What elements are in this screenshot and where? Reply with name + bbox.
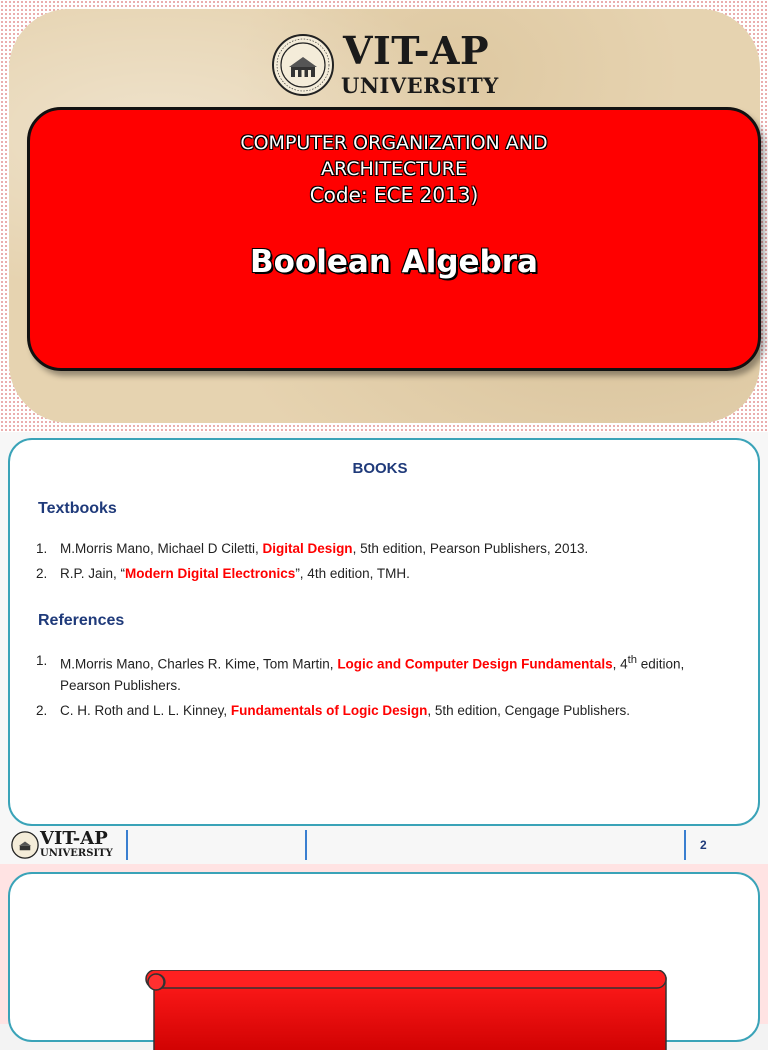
university-logo [271, 28, 521, 101]
parchment-background [9, 9, 760, 423]
books-card [8, 438, 760, 826]
course-title-line2: ARCHITECTURE [320, 158, 467, 180]
book-details: , 4 [612, 656, 628, 672]
next-slide-card [8, 872, 760, 1042]
slide-footer [0, 830, 768, 862]
books-slide [0, 432, 768, 864]
book-authors: M.Morris Mano, Michael D Ciletti, [60, 541, 263, 556]
book-title: Modern Digital Electronics [125, 566, 296, 581]
book-publisher: Pearson Publishers. [60, 677, 181, 693]
university-seal-icon [271, 33, 335, 97]
superscript: th [627, 654, 637, 666]
page-number: 2 [700, 838, 707, 852]
footer-logo-subtitle: UNIVERSITY [40, 848, 113, 859]
footer-divider [126, 830, 128, 860]
book-title: Fundamentals of Logic Design [230, 702, 428, 718]
scroll-banner-graphic [142, 970, 672, 1050]
course-title-line1: COMPUTER ORGANIZATION AND [240, 132, 548, 154]
textbooks-heading: Textbooks [38, 500, 117, 517]
book-authors: R.P. Jain, “ [60, 566, 126, 581]
course-title [30, 130, 758, 208]
list-item [36, 563, 736, 584]
list-item [36, 700, 736, 721]
textbooks-list [36, 538, 736, 588]
list-number: 1. [36, 653, 48, 668]
footer-divider [684, 830, 686, 860]
footer-logo-name: VIT-AP [40, 828, 108, 849]
book-authors: M.Morris Mano, Charles R. Kime, Tom Martin, [60, 656, 338, 672]
book-title: Digital Design [262, 541, 353, 556]
list-number: 1. [36, 541, 48, 556]
list-item [36, 650, 736, 696]
footer-divider [305, 830, 307, 860]
logo-subtitle: UNIVERSITY [341, 73, 499, 98]
university-seal-icon [11, 831, 39, 859]
title-banner [27, 107, 761, 371]
book-details: ”, 4th edition, TMH. [295, 566, 410, 581]
books-heading: BOOKS [352, 460, 408, 477]
title-slide [0, 0, 768, 432]
topic-title: Boolean Algebra [250, 244, 538, 280]
list-item [36, 538, 736, 559]
next-slide-partial [0, 864, 768, 1024]
book-authors: C. H. Roth and L. L. Kinney, [60, 702, 231, 718]
logo-name: VIT-AP [343, 28, 490, 73]
book-details: , 5th edition, Pearson Publishers, 2013. [352, 541, 589, 556]
book-details: edition, [637, 656, 685, 672]
list-number: 2. [36, 566, 48, 581]
references-heading: References [38, 612, 125, 629]
list-number: 2. [36, 702, 48, 718]
book-title: Logic and Computer Design Fundamentals [337, 656, 613, 672]
book-details: , 5th edition, Cengage Publishers. [427, 702, 630, 718]
course-code: Code: ECE 2013) [309, 183, 479, 207]
references-list [36, 650, 736, 725]
